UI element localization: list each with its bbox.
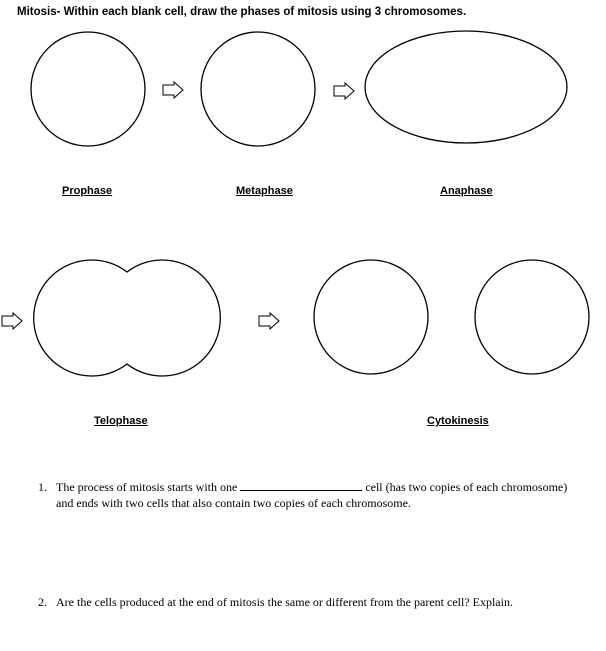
arrow-right-icon [259,313,279,329]
cytokinesis-label: Cytokinesis [427,415,489,427]
worksheet-title: Mitosis- Within each blank cell, draw the phases of mitosis using 3 chromosomes. [17,6,467,18]
question-number: 2. [38,595,47,609]
arrow-right-icon [334,83,354,99]
question-2-text: Are the cells produced at the end of mitosis the same or different from the parent cell? Explain. [56,595,513,609]
question-1 [38,480,47,495]
question-text: The process of mitosis starts with one [56,480,238,494]
anaphase-label: Anaphase [440,185,493,197]
telophase-cell[interactable] [34,260,221,376]
question-2 [38,595,47,610]
prophase-label: Prophase [62,185,113,197]
question-1-line-2: and ends with two cells that also contain two copies of each chromosome. [56,496,411,510]
arrow-right-icon [163,82,183,98]
metaphase-cell[interactable] [201,32,315,146]
cytokinesis-cell-right[interactable] [475,260,589,374]
answer-blank[interactable] [240,480,362,491]
metaphase-label: Metaphase [236,185,293,197]
question-number: 1. [38,480,47,494]
arrow-right-icon [2,313,22,329]
anaphase-cell[interactable] [365,31,567,143]
question-text: cell (has two copies of each chromosome) [365,480,568,494]
prophase-cell[interactable] [31,32,145,146]
question-1-line-1 [56,480,567,495]
telophase-label: Telophase [94,415,148,427]
cytokinesis-cell-left[interactable] [314,260,428,374]
